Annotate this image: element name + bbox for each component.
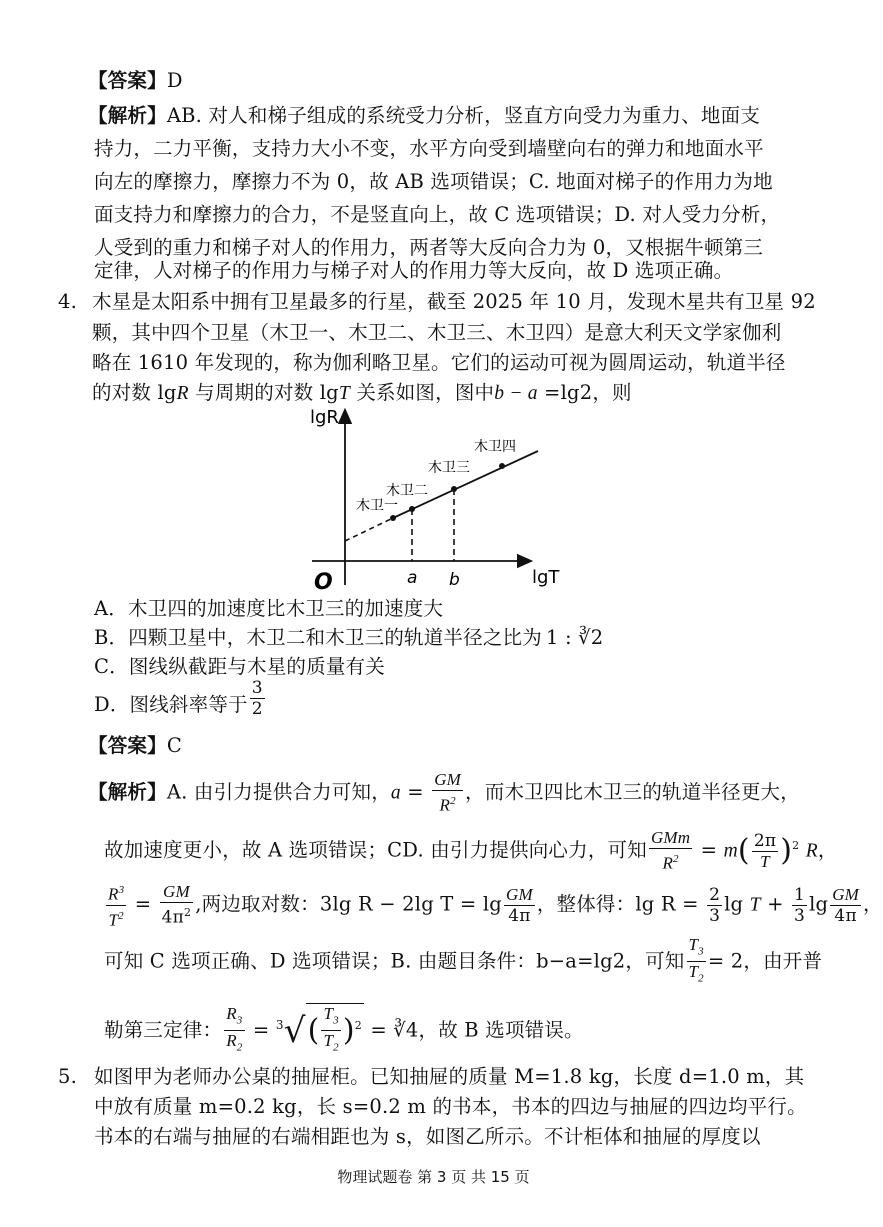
tick-b: b — [449, 570, 460, 590]
point-ganymede — [451, 486, 457, 492]
analysis-label: 【解析】 — [88, 104, 167, 127]
q4-stem-line-1: 颗，其中四个卫星（木卫一、木卫二、木卫三、木卫四）是意大利天文学家伽利 — [92, 321, 782, 344]
label-io: 木卫一 — [356, 498, 398, 514]
x-axis-label: lgT — [532, 567, 560, 588]
q3-analysis-line-4: 人受到的重力和梯子对人的作用力，两者等大反向合力为 0，又根据牛顿第三 — [94, 236, 764, 259]
label-ganymede: 木卫三 — [428, 460, 470, 476]
point-callisto — [499, 463, 505, 469]
label-callisto: 木卫四 — [474, 439, 516, 455]
analysis-text: AB. 对人和梯子组成的系统受力分析，竖直方向受力为重力、地面支 — [166, 104, 761, 127]
q3-analysis-line-2: 向左的摩擦力，摩擦力不为 0，故 AB 选项错误；C. 地面对梯子的作用力为地 — [94, 170, 773, 193]
q3-analysis-line-0 — [88, 103, 760, 129]
point-io — [390, 515, 396, 521]
q4-stem-line-3: 的对数 lgR 与周期的对数 lgT 关系如图，图中b − a =lg2，则 — [92, 381, 632, 404]
q5-line-1: 中放有质量 m=0.2 kg，长 s=0.2 m 的书本，书本的四边与抽屉的四边均平行。 — [94, 1095, 807, 1118]
q4-stem-line-0: 木星是太阳系中拥有卫星最多的行星，截至 2025 年 10 月，发现木星共有卫星 92 — [92, 290, 816, 313]
q4-answer: 【答案】C — [88, 734, 182, 757]
q4-number: 4. — [58, 290, 78, 313]
q4-analysis-line-5: 勒第三定律： $\frac{R_3}{R_2}$ = $^3$√( $\frac{T_3}{T_2}$ )$^2$ = ∛4，故 B 选项错误。 — [104, 1003, 584, 1058]
q3-analysis-line-3: 面支持力和摩擦力的合力，不是竖直向上，故 C 选项错误；D. 对人受力分析， — [94, 203, 781, 226]
q4-option-a: A．木卫四的加速度比木卫三的加速度大 — [94, 597, 444, 620]
q3-answer — [88, 68, 183, 94]
q3-analysis-line-1: 持力，二力平衡，支持力大小不变，水平方向受到墙壁向右的弹力和地面水平 — [94, 137, 764, 160]
y-axis-label: lgR — [310, 407, 339, 428]
q5-line-2: 书本的右端与抽屉的右端相距也为 s，如图乙所示。不计柜体和抽屉的厚度以 — [94, 1125, 761, 1148]
dashed-extension — [345, 518, 393, 541]
origin-label: O — [314, 570, 333, 595]
answer-label: 【答案】 — [88, 69, 167, 92]
q4-analysis-line-3: $\frac{R^3}{T^2}$ = $\frac{GM}{4\pi^2}$ ,两边取对数：3lg R − 2lg T = lg $\frac{GM}{4\pi}$ ，整体得：lg R = $\frac{2}{3}$ lg T + $\frac{1}{3}$ lg $\frac{GM}{4\pi}$ ， — [104, 880, 883, 930]
q4-analysis-line-4: 可知 C 选项正确、D 选项错误；B. 由题目条件：b−a=lg2，可知 $\frac{T_3}{T_2}$ = 2，由开普 — [104, 935, 823, 985]
q4-analysis-line-1: 【解析】A. 由引力提供合力可知，a = $\frac{GM}{R^2}$ ，而木卫四比木卫三的轨道半径更大， — [88, 770, 800, 815]
q4-option-c: C．图线纵截距与木星的质量有关 — [94, 655, 385, 678]
q4-option-b: B．四颗卫星中，木卫二和木卫三的轨道半径之比为 1 : ∛2 — [94, 626, 604, 649]
q5-number: 5. — [58, 1065, 78, 1088]
q4-option-d: D．图线斜率等于 $\frac{3}{2}$ — [94, 678, 263, 719]
q5-line-0: 如图甲为老师办公桌的抽屉柜。已知抽屉的质量 M=1.8 kg，长度 d=1.0 m，其 — [94, 1065, 805, 1088]
point-europa — [409, 506, 415, 512]
q4-analysis-line-2: 故加速度更小，故 A 选项错误；CD. 由引力提供向心力，可知 $\frac{\text{GMm}}{R^2}$ = m( $\frac{2\pi}{T}$ )$^2$ R， — [104, 828, 838, 873]
q4-stem-line-2: 略在 1610 年发现的，称为伽利略卫星。它们的运动可视为圆周运动，轨道半径 — [92, 351, 786, 374]
lgR-lgT-graph — [300, 405, 580, 593]
page-footer: 物理试题卷 第 3 页 共 15 页 — [337, 1168, 530, 1186]
q3-analysis-line-5: 定律，人对梯子的作用力与梯子对人的作用力等大反向，故 D 选项正确。 — [94, 259, 734, 282]
answer-value: D — [166, 69, 183, 92]
label-europa: 木卫二 — [386, 483, 428, 499]
tick-a: a — [407, 568, 418, 588]
